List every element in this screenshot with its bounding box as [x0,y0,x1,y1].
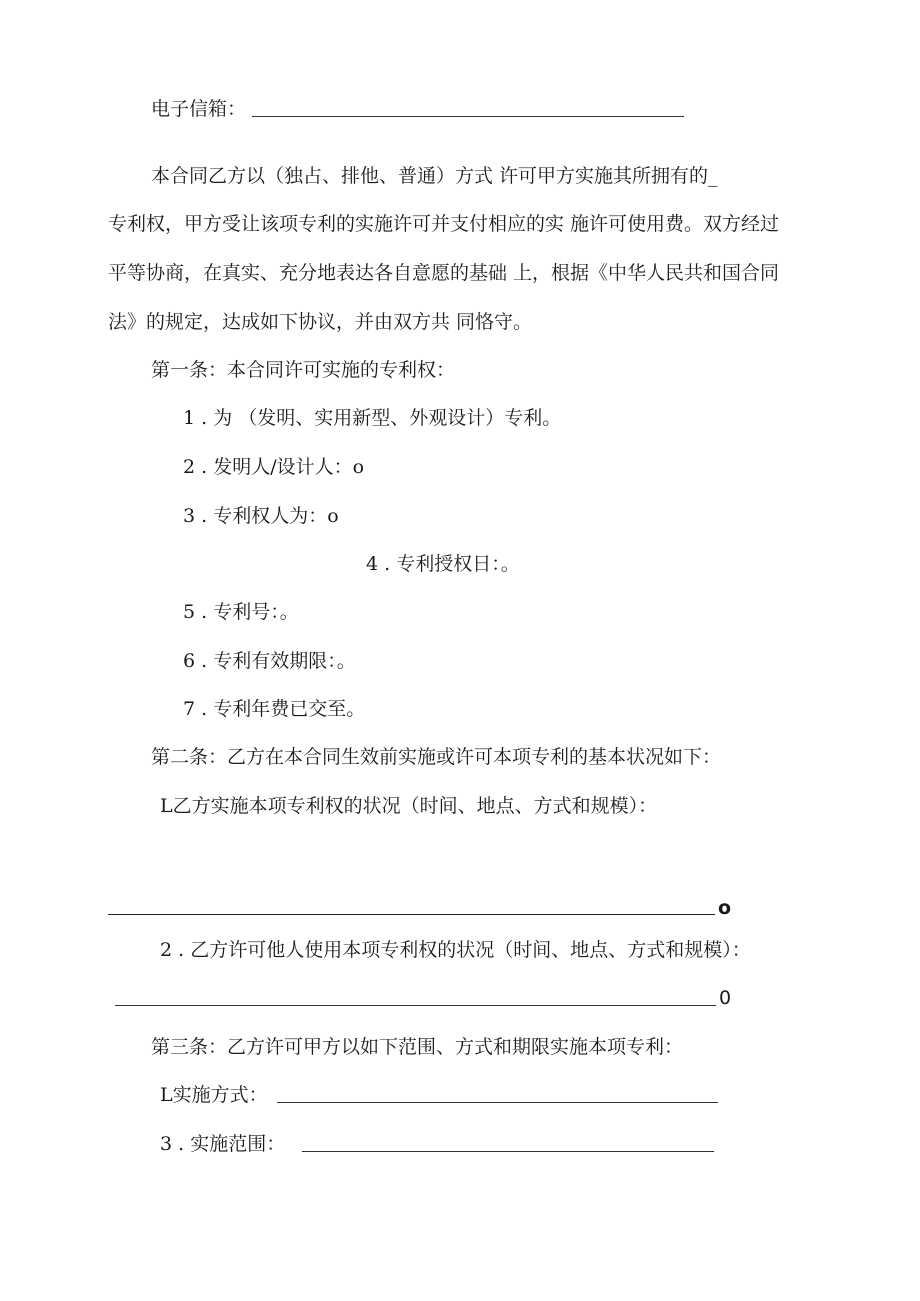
intro-line-2: 专利权，甲方受让该项专利的实施许可并支付相应的实 施许可使用费。双方经过 [108,213,780,235]
article2-item-2: 2 . 乙方许可他人使用本项专利权的状况（时间、地点、方式和规模）： [160,939,751,961]
article3-item-1: L实施方式： [160,1084,268,1106]
intro-line-1: 本合同乙方以（独占、排他、普通）方式 许可甲方实施其所拥有的_ [151,165,718,187]
article2-item-2-blank[interactable] [115,1005,716,1006]
article1-item-4: 4 . 专利授权日：。 [366,553,520,575]
email-blank[interactable] [252,116,684,117]
article2-title: 第二条：乙方在本合同生效前实施或许可本项专利的基本状况如下： [151,746,722,768]
article3-item-2-blank[interactable] [302,1151,714,1152]
article1-item-7: 7 . 专利年费已交至。 [183,698,366,720]
article2-item-2-end: 0 [719,987,732,1009]
article1-item-5: 5 . 专利号：。 [183,601,299,623]
article3-item-1-blank[interactable] [277,1102,718,1103]
article1-item-2: 2 . 发明人/设计人：o [183,456,365,478]
email-label: 电子信箱： [151,98,247,120]
article2-item-1: L乙方实施本项专利权的状况（时间、地点、方式和规模）： [160,795,658,817]
article1-item-3: 3 . 专利权人为：o [183,505,339,527]
article1-title: 第一条：本合同许可实施的专利权： [151,359,456,381]
article1-item-6: 6 . 专利有效期限：。 [183,650,356,672]
article2-item-1-end: o [718,897,732,919]
intro-line-4: 法》的规定，达成如下协议，并由双方共 同恪守。 [108,311,533,333]
article3-item-2: 3 . 实施范围： [160,1133,286,1155]
intro-line-3: 平等协商，在真实、充分地表达各自意愿的基础 上，根据《中华人民共和国合同 [108,262,780,284]
article1-item-1: 1 . 为 （发明、实用新型、外观设计）专利。 [183,407,562,429]
article3-title: 第三条：乙方许可甲方以如下范围、方式和期限实施本项专利： [151,1036,684,1058]
article2-item-1-blank[interactable] [108,914,715,915]
